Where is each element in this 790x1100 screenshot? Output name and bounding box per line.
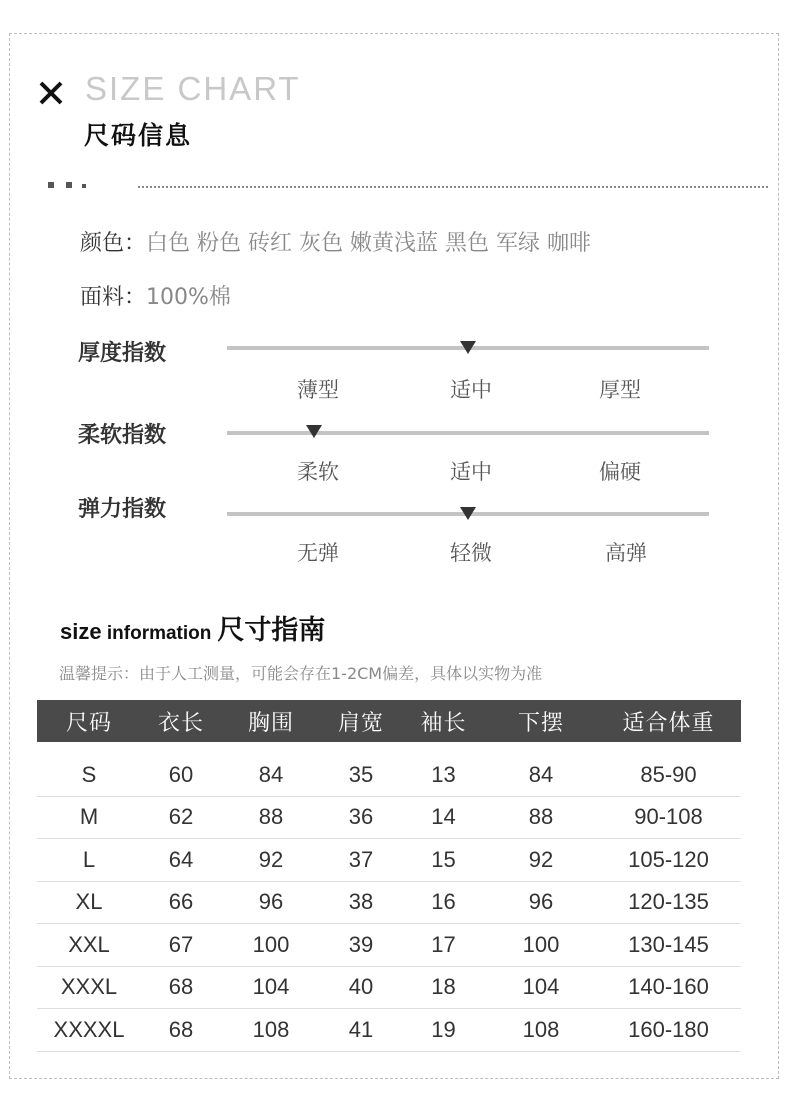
cell-shoulder: 35: [348, 761, 374, 787]
size-info-title-en-1: size: [60, 619, 102, 644]
cell-hem: 108: [522, 1016, 560, 1042]
table-row: [37, 924, 741, 967]
softness-label: 柔软指数: [78, 423, 167, 448]
size-info-title: [60, 608, 325, 647]
cell-sleeve: 16: [431, 889, 456, 915]
cell-size: L: [82, 846, 96, 872]
header-length: 衣长: [157, 710, 204, 736]
cell-chest: 104: [252, 974, 290, 1000]
fabric-row: [80, 280, 231, 311]
close-icon: [38, 80, 64, 106]
cell-hem: 92: [528, 846, 554, 872]
cell-length: 64: [168, 846, 194, 872]
table-header: [37, 700, 741, 742]
table-row: [37, 839, 741, 882]
cell-weight: 90-108: [634, 804, 703, 830]
thickness-marker: [460, 341, 476, 354]
dotted-divider: [48, 180, 723, 190]
softness-option-medium: 适中: [450, 460, 492, 484]
thickness-option-thick: 厚型: [599, 378, 641, 402]
cell-sleeve: 14: [431, 804, 456, 830]
cell-size: XXL: [68, 931, 110, 957]
table-row: [37, 797, 741, 840]
cell-shoulder: 38: [348, 889, 374, 915]
cell-hem: 84: [528, 761, 554, 787]
cell-weight: 105-120: [628, 846, 709, 872]
cell-length: 66: [168, 889, 194, 915]
cell-length: 60: [168, 761, 194, 787]
elasticity-label: 弹力指数: [78, 497, 167, 522]
cell-chest: 84: [258, 761, 284, 787]
cell-weight: 160-180: [628, 1016, 709, 1042]
cell-weight: 130-145: [628, 931, 709, 957]
table-row: [37, 882, 741, 925]
softness-track: [227, 431, 709, 435]
cell-sleeve: 17: [431, 931, 456, 957]
table-row: [37, 967, 741, 1010]
thickness-label: 厚度指数: [78, 341, 167, 366]
color-label: 颜色：: [80, 231, 147, 256]
color-value: 白色 粉色 砖红 灰色 嫩黄浅蓝 黑色 军绿 咖啡: [146, 231, 591, 256]
cell-shoulder: 36: [348, 804, 374, 830]
cell-hem: 104: [522, 974, 560, 1000]
header-hem: 下摆: [517, 710, 564, 736]
header-shoulder: 肩宽: [337, 710, 384, 736]
cell-length: 67: [168, 931, 194, 957]
cell-size: XXXXL: [53, 1016, 125, 1042]
elasticity-option-none: 无弹: [297, 541, 339, 565]
table-row: [37, 1009, 741, 1052]
fabric-label: 面料：: [80, 285, 147, 310]
cell-size: S: [81, 761, 97, 787]
cell-size: XXXL: [60, 974, 118, 1000]
elasticity-option-high: 高弹: [605, 541, 647, 565]
cell-shoulder: 37: [348, 846, 374, 872]
cell-shoulder: 39: [348, 931, 374, 957]
cell-length: 68: [168, 974, 194, 1000]
cell-length: 68: [168, 1016, 194, 1042]
size-table: [37, 700, 741, 1052]
cell-size: M: [79, 804, 99, 830]
cell-hem: 96: [528, 889, 554, 915]
cell-sleeve: 13: [431, 761, 456, 787]
header-sleeve: 袖长: [420, 710, 467, 736]
cell-chest: 96: [258, 889, 284, 915]
cell-sleeve: 18: [431, 974, 456, 1000]
cell-chest: 92: [258, 846, 284, 872]
softness-marker: [306, 425, 322, 438]
cell-weight: 85-90: [640, 761, 697, 787]
softness-option-soft: 柔软: [297, 460, 339, 484]
header-size: 尺码: [65, 710, 112, 736]
cell-hem: 100: [522, 931, 560, 957]
cell-hem: 88: [528, 804, 554, 830]
cell-shoulder: 41: [348, 1016, 374, 1042]
thickness-option-thin: 薄型: [297, 378, 339, 402]
measurement-tip: 温馨提示：由于人工测量，可能会存在1-2CM偏差，具体以实物为准: [59, 664, 543, 683]
cell-weight: 120-135: [628, 889, 709, 915]
cell-chest: 88: [258, 804, 284, 830]
table-row: [37, 754, 741, 797]
elasticity-option-slight: 轻微: [450, 541, 492, 565]
size-info-title-cn: 尺寸指南: [217, 615, 326, 646]
cell-sleeve: 15: [431, 846, 456, 872]
size-info-title-en-2: information: [101, 623, 212, 644]
cell-chest: 108: [252, 1016, 290, 1042]
title-en: SIZE CHART: [85, 70, 301, 107]
table-body: [37, 742, 741, 1052]
cell-chest: 100: [252, 931, 290, 957]
thickness-option-medium: 适中: [450, 378, 492, 402]
cell-weight: 140-160: [628, 974, 709, 1000]
cell-shoulder: 40: [348, 974, 374, 1000]
header-weight: 适合体重: [622, 710, 715, 736]
header-chest: 胸围: [247, 710, 294, 736]
color-row: [80, 226, 591, 257]
cell-size: XL: [75, 889, 103, 915]
fabric-value: 100%棉: [146, 285, 231, 310]
cell-sleeve: 19: [431, 1016, 456, 1042]
cell-length: 62: [168, 804, 194, 830]
elasticity-marker: [460, 507, 476, 520]
softness-option-hard: 偏硬: [599, 460, 641, 484]
title-cn: 尺码信息: [84, 121, 193, 150]
